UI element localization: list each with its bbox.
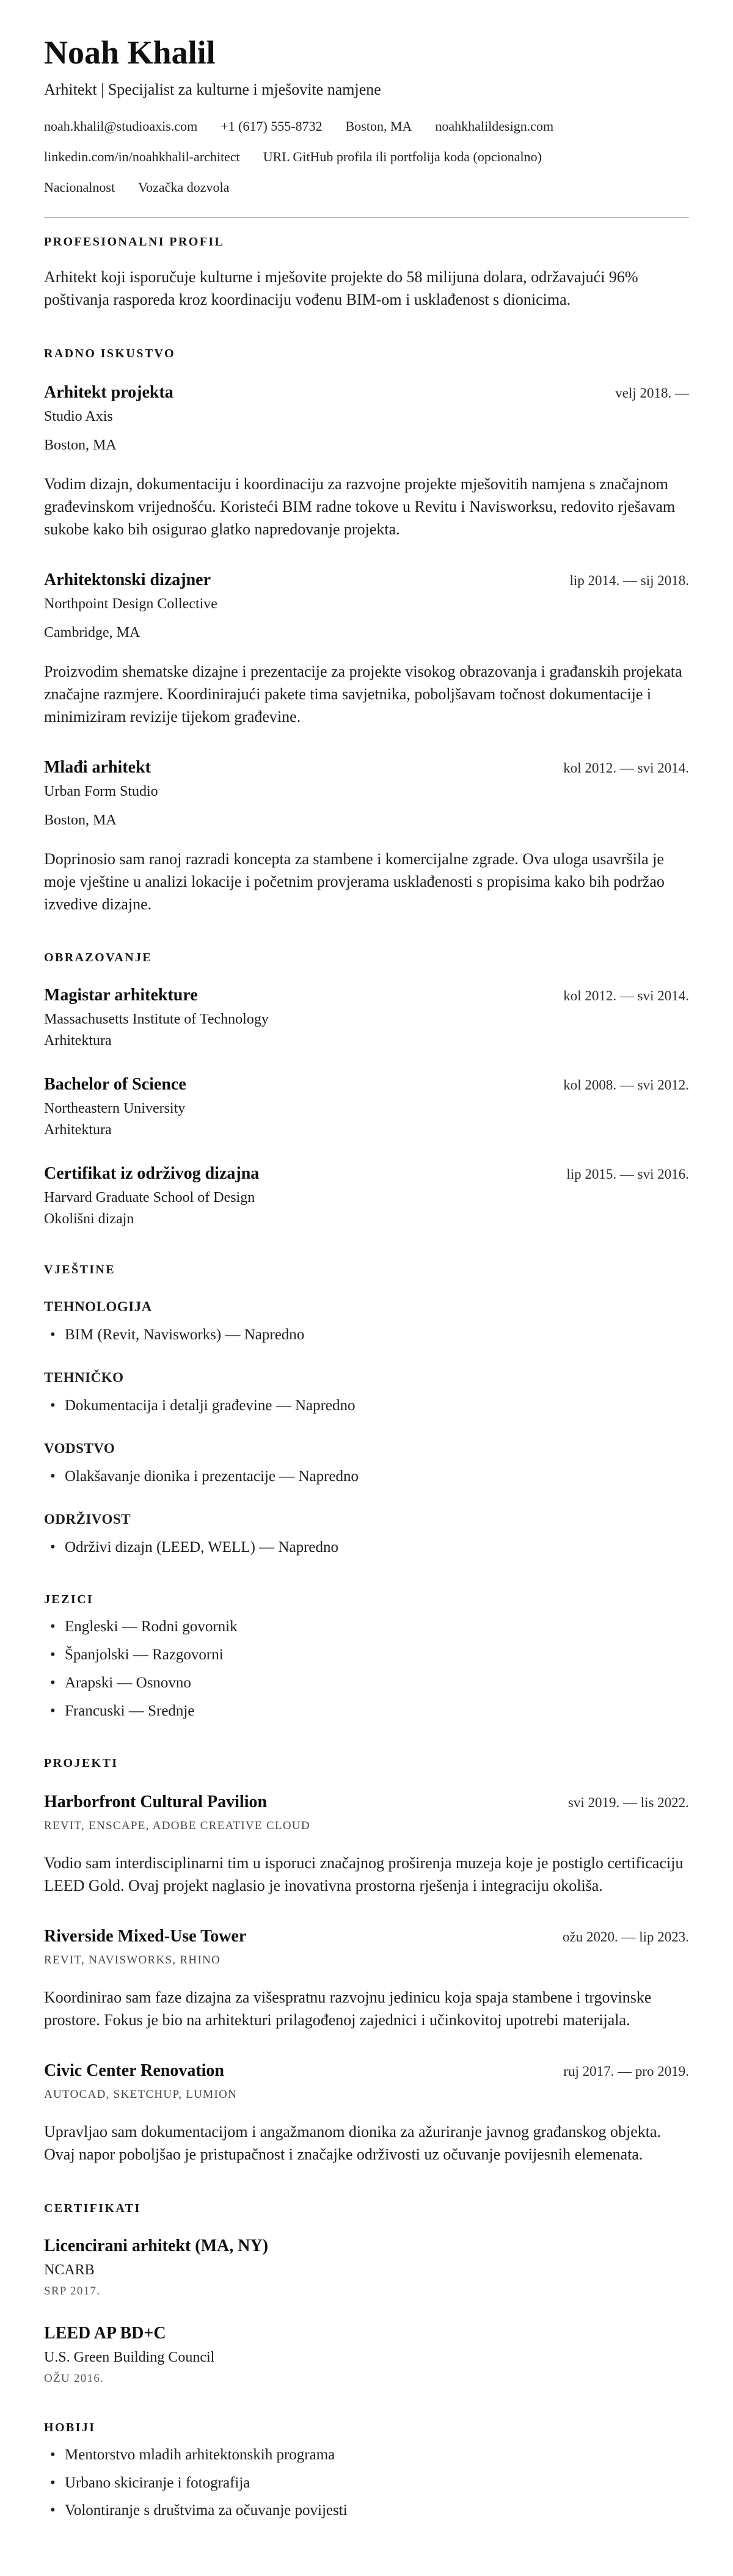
skill-item: • Održivi dizajn (LEED, WELL) — Napredno xyxy=(44,1537,689,1558)
project-entry-head xyxy=(44,2061,689,2081)
profile-section-heading: PROFESIONALNI PROFIL xyxy=(44,235,225,249)
job-title: Arhitekt projekta xyxy=(44,383,173,402)
experience-section xyxy=(44,347,689,915)
job-title: Mlađi arhitekt xyxy=(44,757,151,777)
job-description: Doprinosio sam ranoj razradi koncepta za stambene i komercijalne zgrade. Ova uloga usavršila je moje vještine u analizi lokacije i početnim provjerama usklađenosti s propisima kako bih podržao izvedive dizajne. xyxy=(44,850,665,913)
hobby-item: • Mentorstvo mladih arhitektonskih programa xyxy=(44,2445,689,2465)
contact-info xyxy=(44,118,689,195)
hobby-list xyxy=(44,2445,689,2521)
education-entry xyxy=(44,986,689,1049)
degree-title: Bachelor of Science xyxy=(44,1075,186,1094)
language-list xyxy=(44,1617,689,1721)
contact-github-placeholder: URL GitHub profila ili portfolija koda (opcionalno) xyxy=(263,149,542,165)
project-tools: REVIT, NAVISWORKS, RHINO xyxy=(44,1954,221,1967)
project-description: Upravljao sam dokumentacijom i angažmanom dionika za ažuriranje javnog građanskog objekta. Ovaj napor poboljšao je pristupačnost i značajke održivosti uz očuvanje povijesnih elemenata. xyxy=(44,2123,662,2163)
degree-title: Certifikat iz održivog dizajna xyxy=(44,1164,260,1184)
hobby-item: • Urbano skiciranje i fotografija xyxy=(44,2473,689,2494)
project-dates: ruj 2017. — pro 2019. xyxy=(563,2064,689,2079)
skill-list xyxy=(44,1466,689,1487)
skill-item: • Olakšavanje dionika i prezentacije — Napredno xyxy=(44,1466,689,1487)
profile-section xyxy=(44,235,689,311)
experience-entry-head xyxy=(44,383,689,402)
school-name: Northeastern University xyxy=(44,1101,186,1117)
header-divider xyxy=(44,217,689,218)
skill-item: • Dokumentacija i detalji građevine — Napredno xyxy=(44,1395,689,1416)
project-tools: REVIT, ENSCAPE, ADOBE CREATIVE CLOUD xyxy=(44,1819,310,1833)
skill-group xyxy=(44,1370,689,1416)
contact-linkedin: linkedin.com/in/noahkhalil-architect xyxy=(44,149,240,165)
education-entry-head xyxy=(44,1164,689,1184)
certificate-entry xyxy=(44,2324,689,2385)
experience-entry xyxy=(44,570,689,729)
contact-row-2 xyxy=(44,149,689,165)
certificate-issuer: U.S. Green Building Council xyxy=(44,2349,215,2365)
project-tools: AUTOCAD, SKETCHUP, LUMION xyxy=(44,2088,238,2101)
skill-group xyxy=(44,1299,689,1345)
skill-list xyxy=(44,1537,689,1558)
hobbies-section-heading: HOBIJI xyxy=(44,2420,96,2434)
project-description: Vodio sam interdisciplinarni tim u isporuci značajnog proširenja muzeja koje je postiglo certificaciju LEED Gold. Ovaj projekt naglasio je inovativna prostorna rješenja i integraciju okoliša. xyxy=(44,1854,684,1895)
languages-section-heading: JEZICI xyxy=(44,1593,94,1607)
skill-list xyxy=(44,1395,689,1416)
profile-summary: Arhitekt koji isporučuje kulturne i mješovite projekte do 58 milijuna dolara, održavajući 96% poštivanja rasporeda kroz koordinaciju vođenu BIM-om i usklađenost s dionicima. xyxy=(44,268,638,309)
skill-group xyxy=(44,1441,689,1487)
school-name: Massachusetts Institute of Technology xyxy=(44,1011,269,1028)
experience-entry-head xyxy=(44,570,689,590)
certificates-section-heading: CERTIFIKATI xyxy=(44,2201,141,2215)
job-dates: kol 2012. — svi 2014. xyxy=(563,760,689,776)
education-dates: kol 2012. — svi 2014. xyxy=(563,988,689,1004)
contact-row-1 xyxy=(44,118,689,134)
education-entry xyxy=(44,1164,689,1228)
experience-entry xyxy=(44,383,689,541)
education-section xyxy=(44,951,689,1228)
education-entry-head xyxy=(44,1075,689,1094)
project-description: Koordinirao sam faze dizajna za višespratnu razvojnu jedinicu koja spaja stambene i trgovinske prostore. Fokus je bio na arhitekturi prilagođenoj zajednici i učinkovitoj upotrebi materijala. xyxy=(44,1988,652,2029)
field-of-study: Arhitektura xyxy=(44,1033,112,1049)
education-entry xyxy=(44,1075,689,1138)
job-company: Northpoint Design Collective xyxy=(44,596,217,612)
job-description: Proizvodim shematske dizajne i prezentacije za projekte visokog obrazovanja i građanskih projekata značajne razmjere. Koordinirajući pakete tima savjetnika, poboljšavam točnost dokumentacije i minimiziram revizije tijekom građevine. xyxy=(44,663,682,726)
education-dates: kol 2008. — svi 2012. xyxy=(563,1077,689,1093)
project-entry xyxy=(44,1792,689,1897)
field-of-study: Arhitektura xyxy=(44,1122,112,1138)
contact-location: Boston, MA xyxy=(345,118,412,134)
certificate-name: LEED AP BD+C xyxy=(44,2323,166,2343)
skills-section-heading: VJEŠTINE xyxy=(44,1263,116,1277)
job-description: Vodim dizajn, dokumentaciju i koordinaciju za razvojne projekte mješovitih namjena s značajnom građevinskom vrijednošću. Koristeći BIM radne tokove u Revitu i Navisworksu, redovito rješavam sukobe kako bih osigurao glatko napredovanje projekta. xyxy=(44,475,676,539)
language-item: • Arapski — Osnovno xyxy=(44,1673,689,1694)
candidate-title: Arhitekt | Specijalist za kulturne i mješovite namjene xyxy=(44,81,381,99)
education-section-heading: OBRAZOVANJE xyxy=(44,951,153,965)
project-entry-head xyxy=(44,1792,689,1812)
skill-item: • BIM (Revit, Navisworks) — Napredno xyxy=(44,1325,689,1345)
certificate-name: Licencirani arhitekt (MA, NY) xyxy=(44,2236,269,2255)
contact-row-3 xyxy=(44,180,689,195)
experience-section-heading: RADNO ISKUSTVO xyxy=(44,347,175,361)
school-name: Harvard Graduate School of Design xyxy=(44,1190,255,1206)
experience-entry-head xyxy=(44,758,689,777)
projects-section xyxy=(44,1756,689,2166)
candidate-name: Noah Khalil xyxy=(44,34,216,71)
certificate-date: OŽU 2016. xyxy=(44,2371,104,2385)
resume-header xyxy=(44,34,689,218)
hobby-item: • Volontiranje s društvima za očuvanje povijesti xyxy=(44,2500,689,2521)
degree-title: Magistar arhitekture xyxy=(44,986,198,1005)
contact-nationality-placeholder: Nacionalnost xyxy=(44,180,115,195)
experience-entry xyxy=(44,758,689,916)
hobbies-section xyxy=(44,2421,689,2521)
skill-list xyxy=(44,1325,689,1345)
project-entry xyxy=(44,2061,689,2166)
certificates-section xyxy=(44,2202,689,2385)
education-dates: lip 2015. — svi 2016. xyxy=(566,1166,689,1182)
certificate-entry xyxy=(44,2236,689,2298)
skill-category: TEHNIČKO xyxy=(44,1370,124,1386)
job-title: Arhitektonski dizajner xyxy=(44,570,211,589)
job-location: Cambridge, MA xyxy=(44,625,140,641)
project-entry xyxy=(44,1927,689,2032)
skill-category: ODRŽIVOST xyxy=(44,1511,131,1527)
job-dates: velj 2018. — xyxy=(615,385,689,401)
project-dates: ožu 2020. — lip 2023. xyxy=(563,1929,689,1945)
contact-phone: +1 (617) 555-8732 xyxy=(221,118,323,134)
project-name: Harborfront Cultural Pavilion xyxy=(44,1792,268,1812)
project-name: Riverside Mixed-Use Tower xyxy=(44,1927,247,1946)
skill-category: VODSTVO xyxy=(44,1440,115,1456)
job-company: Studio Axis xyxy=(44,409,113,425)
certificate-issuer: NCARB xyxy=(44,2261,95,2278)
language-item: • Engleski — Rodni govornik xyxy=(44,1617,689,1637)
job-dates: lip 2014. — sij 2018. xyxy=(569,573,689,588)
job-company: Urban Form Studio xyxy=(44,783,158,799)
project-entry-head xyxy=(44,1927,689,1946)
project-dates: svi 2019. — lis 2022. xyxy=(567,1795,689,1811)
job-location: Boston, MA xyxy=(44,437,117,454)
contact-website: noahkhalildesign.com xyxy=(435,118,554,134)
certificate-date: SRP 2017. xyxy=(44,2284,101,2298)
contact-email: noah.khalil@studioaxis.com xyxy=(44,118,198,134)
project-name: Civic Center Renovation xyxy=(44,2061,224,2081)
language-item: • Španjolski — Razgovorni xyxy=(44,1645,689,1665)
field-of-study: Okolišni dizajn xyxy=(44,1211,134,1228)
skill-group xyxy=(44,1512,689,1558)
languages-section xyxy=(44,1593,689,1721)
projects-section-heading: PROJEKTI xyxy=(44,1756,119,1770)
contact-driving-license-placeholder: Vozačka dozvola xyxy=(138,180,230,195)
skills-section xyxy=(44,1263,689,1557)
education-entry-head xyxy=(44,986,689,1005)
job-location: Boston, MA xyxy=(44,812,117,828)
skill-category: TEHNOLOGIJA xyxy=(44,1299,152,1315)
language-item: • Francuski — Srednje xyxy=(44,1701,689,1722)
